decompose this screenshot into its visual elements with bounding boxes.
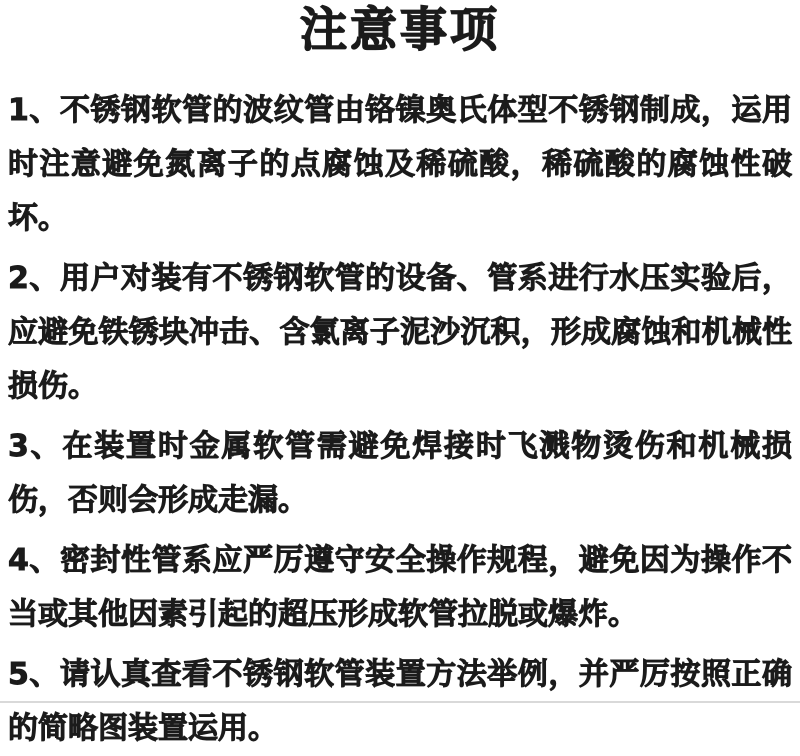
notice-item-1: [8, 84, 792, 246]
item-2-text: 用户对装有不锈钢软管的设备、管系进行水压实验后，应避免铁锈块冲击、含氯离子泥沙沉积，形成腐蚀和机械性损伤。: [8, 261, 793, 404]
item-4-number: 4、: [8, 543, 60, 578]
item-5-text: 请认真查看不锈钢软管装置方法举例，并严厉按照正确的简略图装置运用。: [8, 657, 793, 746]
item-2-number: 2、: [8, 261, 60, 296]
item-1-number: 1、: [8, 93, 60, 128]
page-title: 注意事项: [300, 3, 500, 58]
item-4-text: 密封性管系应严厉遵守安全操作规程，避免因为操作不当或其他因素引起的超压形成软管拉脱或爆炸。: [8, 543, 793, 632]
item-3-number: 3、: [8, 429, 63, 464]
item-3-text: 在装置时金属软管需避免焊接时飞溅物烫伤和机械损伤，否则会形成走漏。: [8, 429, 792, 518]
notice-item-4: [8, 534, 792, 642]
bottom-divider: [0, 701, 800, 703]
notice-item-3: [8, 420, 792, 528]
item-1-text: 不锈钢软管的波纹管由铬镍奥氏体型不锈钢制成，运用时注意避免氮离子的点腐蚀及稀硫酸，稀硫酸的腐蚀性破坏。: [8, 93, 793, 236]
item-5-number: 5、: [8, 657, 60, 692]
notice-item-2: [8, 252, 792, 414]
